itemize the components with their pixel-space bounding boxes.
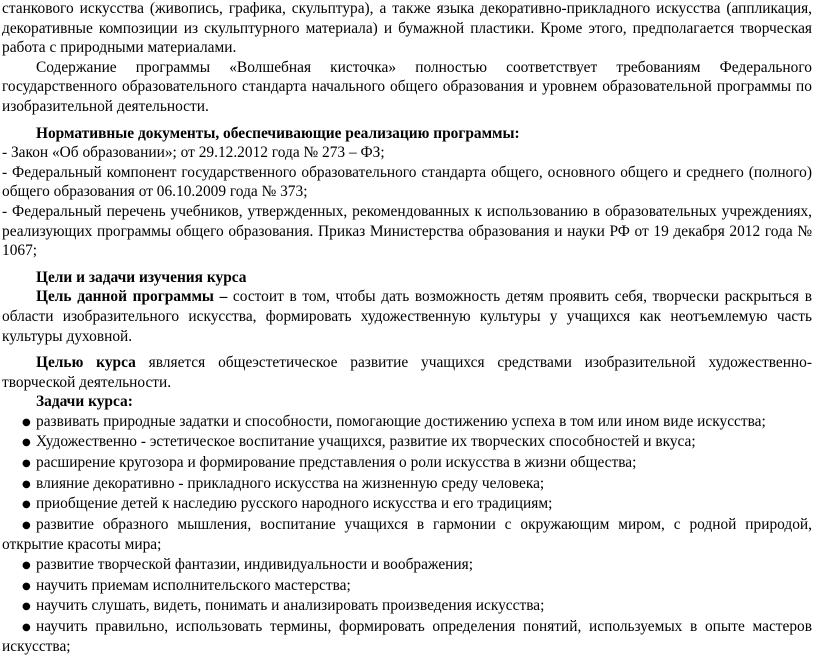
content-paragraph: Содержание программы «Волшебная кисточка» полностью соответствует требованиям Федерального государственного образовательного стандарта начального общего образования и уровнем образовательной программы по изобразительной деятельности. <box>2 58 812 115</box>
list-item: ● развивать природные задатки и способности, помогающие достижению успеха в том или ином виде искусства; <box>2 412 812 433</box>
bullet-dot-icon: ● <box>22 601 31 613</box>
bullet-dot-icon: ● <box>22 519 31 531</box>
course-goal-label: Целью курса <box>36 354 136 372</box>
tasks-list <box>2 412 812 657</box>
course-goal-paragraph <box>2 353 812 392</box>
course-goal-text: является общеэстетическое развитие учащихся средствами изобразительной художественно-творческой деятельности. <box>2 354 812 391</box>
list-item: ● научить слушать, видеть, понимать и анализировать произведения искусства; <box>2 596 812 617</box>
normative-heading: Нормативные документы, обеспечивающие реализацию программы: <box>36 124 520 142</box>
list-item: ● научить приемам исполнительского мастерства; <box>2 576 812 597</box>
bullet-dot-icon: ● <box>22 621 31 633</box>
normative-item-standard: - Федеральный компонент государственного образовательного стандарта общего, основного общего и среднего (полного) общего образования от 06.10.2009 года № 373; <box>2 163 812 201</box>
program-goal-label: Цель данной программы – <box>36 288 228 306</box>
bullet-dot-icon: ● <box>22 437 31 449</box>
bullet-dot-icon: ● <box>22 560 31 572</box>
bullet-dot-icon: ● <box>22 478 31 490</box>
goals-heading: Цели и задачи изучения курса <box>36 268 247 286</box>
tasks-heading: Задачи курса: <box>36 393 133 411</box>
bullet-dot-icon: ● <box>22 416 31 428</box>
list-item: ● научить правильно, использовать термины, формировать определения понятий, используемых в опыте мастеров искусства; <box>2 617 812 656</box>
list-item: ● развитие образного мышления, воспитание учащихся в гармонии с окружающим миром, с родной природой, открытие красоты мира; <box>2 515 812 554</box>
list-item: ● Художественно - эстетическое воспитание учащихся, развитие их творческих способностей и вкуса; <box>2 432 812 453</box>
normative-item-textbooks: - Федеральный перечень учебников, утвержденных, рекомендованных к использованию в образовательных учреждениях, реализующих программы общего образования. Приказ Министерства образования и науки РФ от 19 декабря 2012 года № 1067; <box>2 202 812 260</box>
intro-paragraph: станкового искусства (живопись, графика, скульптура), а также языка декоративно-прикладного искусства (аппликация, декоративные композиции из скульптурного материала) и бумажной пластики. Кроме этого, предполагается творческая работа с природными материалами. <box>2 0 812 57</box>
normative-item-law: - Закон «Об образовании»; от 29.12.2012 года № 273 – ФЗ; <box>2 144 385 162</box>
list-item: ● расширение кругозора и формирование представления о роли искусства в жизни общества; <box>2 453 812 474</box>
list-item: ● развитие творческой фантазии, индивидуальности и воображения; <box>2 555 812 576</box>
program-goal-paragraph <box>2 287 812 346</box>
bullet-dot-icon: ● <box>22 458 31 470</box>
list-item: ● влияние декоративно - прикладного искусства на жизненную среду человека; <box>2 474 812 495</box>
program-goal-text: состоит в том, чтобы дать возможность детям проявить себя, творчески раскрыться в области изобразительного искусства, формировать художественную культуры у учащихся как неотъемлемую часть культуры духовной. <box>2 288 812 345</box>
bullet-dot-icon: ● <box>22 580 31 592</box>
list-item: ● приобщение детей к наследию русского народного искусства и его традициям; <box>2 494 812 515</box>
bullet-dot-icon: ● <box>22 499 31 511</box>
